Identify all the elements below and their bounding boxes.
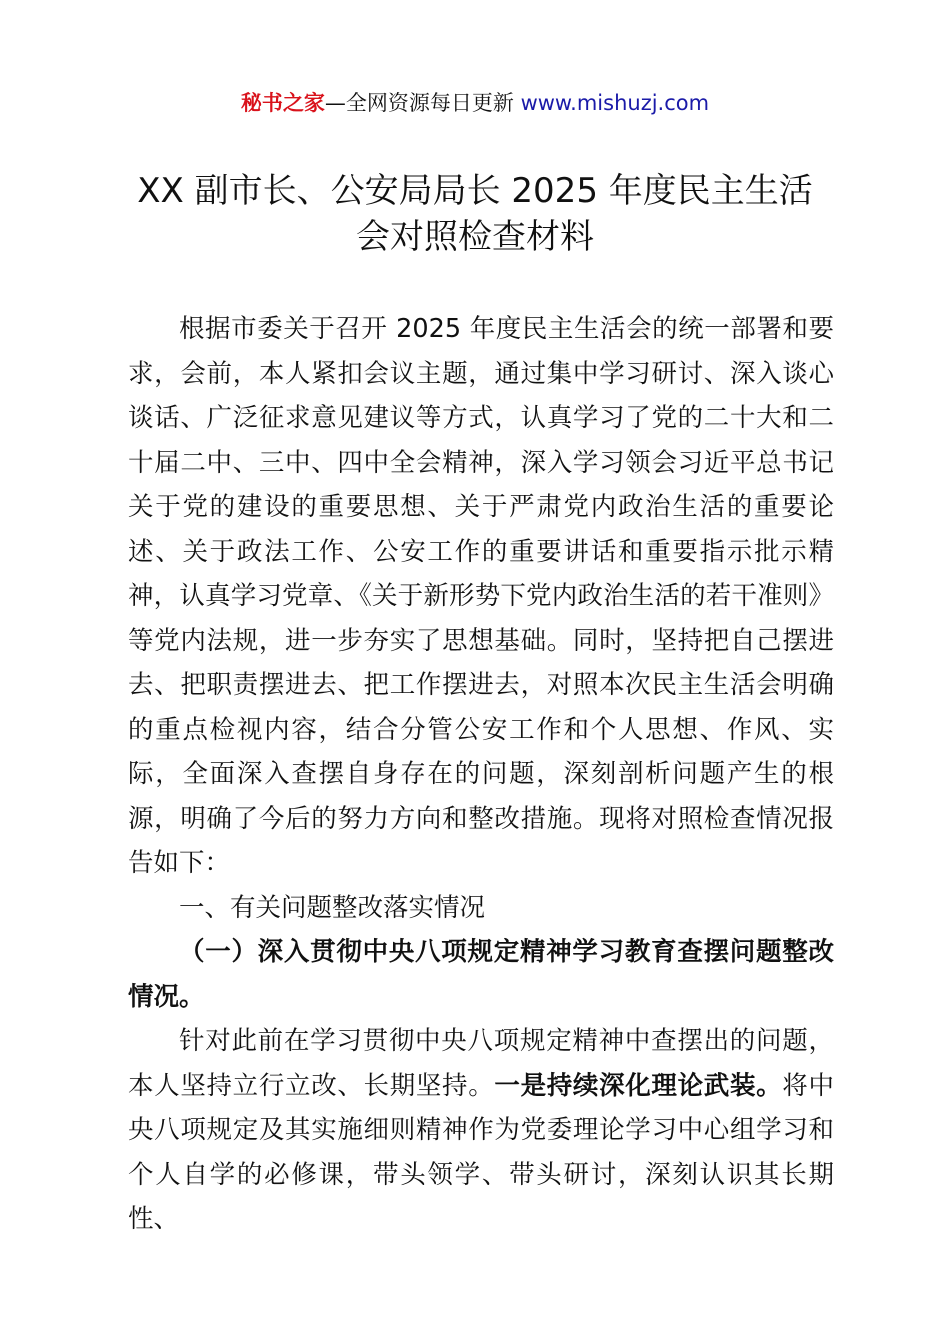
site-header	[0, 88, 950, 118]
paragraph-2-end: 将中央八项规定及其实施细则精神作为党委理论学习中心组学习和个人自学的必修课，带头领学、带头研讨，深刻认识其长期性、	[128, 1070, 834, 1234]
section-heading-1: 一、有关问题整改落实情况	[179, 892, 486, 923]
paragraph-2-start: 针对此前在学习贯彻中央八项规定精神中查摆出的问题，本人坚持立行立改、长期坚持。	[128, 1026, 834, 1101]
title-line-1: XX 副市长、公安局局长 2025 年度民主生活	[137, 171, 813, 211]
paragraph-2-bold-point: 一是持续深化理论武装。	[494, 1070, 783, 1101]
header-slogan: —全网资源每日更新	[324, 91, 521, 115]
title-line-2: 会对照检查材料	[356, 217, 594, 257]
subsection-heading-1: （一）深入贯彻中央八项规定精神学习教育查摆问题整改情况。	[128, 937, 834, 1012]
body-paragraph-2	[128, 1019, 834, 1242]
document-title	[80, 168, 870, 260]
intro-paragraph: 根据市委关于召开 2025 年度民主生活会的统一部署和要求，会前，本人紧扣会议主题，通过集中学习研讨、深入谈心谈话、广泛征求意见建议等方式，认真学习了党的二十大和二十届二中、三中、四中全会精神，深入学习领会习近平总书记关于党的建设的重要思想、关于严肃党内政治生活的重要论述、关于政法工作、公安工作的重要讲话和重要指示批示精神，认真学习党章、《关于新形势下党内政治生活的若干准则》等党内法规，进一步夯实了思想基础。同时，坚持把自己摆进去、把职责摆进去、把工作摆进去，对照本次民主生活会明确的重点检视内容，结合分管公安工作和个人思想、作风、实际，全面深入查摆自身存在的问题，深刻剖析问题产生的根源，明确了今后的努力方向和整改措施。现将对照检查情况报告如下：	[128, 314, 834, 878]
brand-name: 秘书之家	[240, 91, 325, 115]
site-url-link[interactable]: www.mishuzj.com	[520, 91, 710, 115]
document-body	[128, 307, 834, 1242]
